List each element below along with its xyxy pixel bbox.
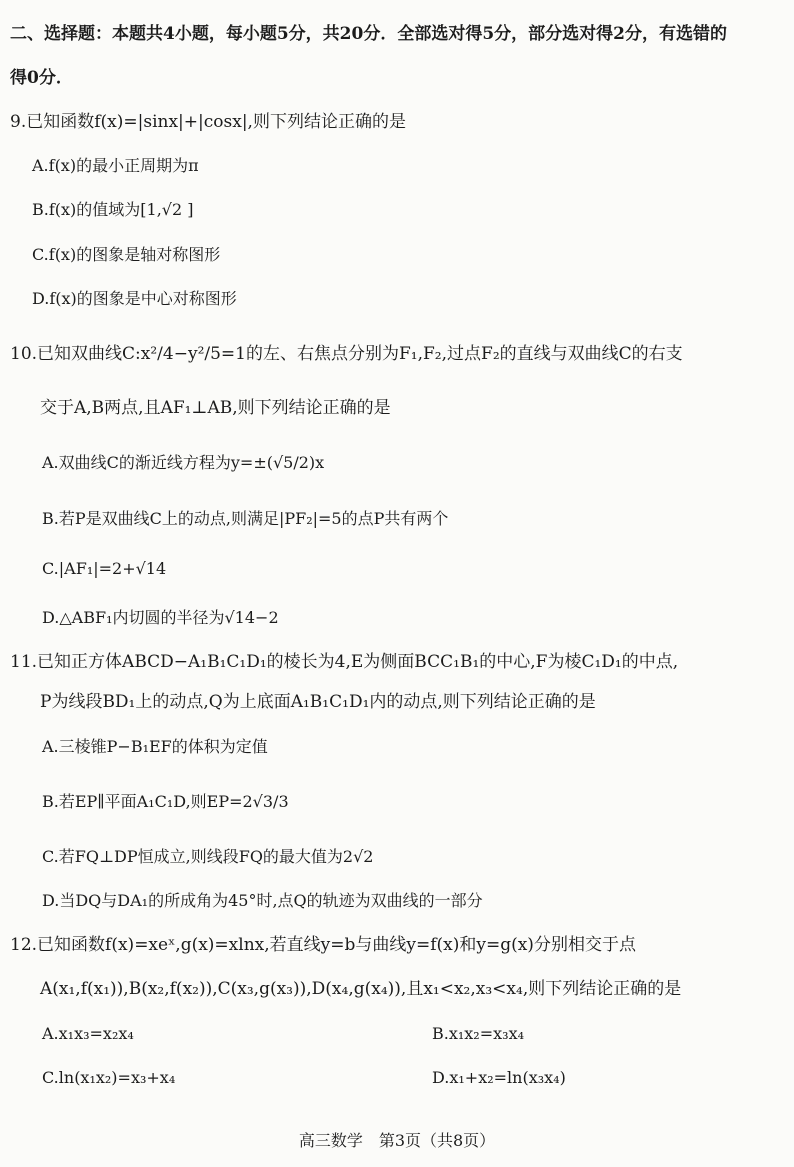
question-10-stem-line2: 交于A,B两点,且AF₁⊥AB,则下列结论正确的是: [40, 398, 391, 418]
option-label: B.: [432, 1024, 449, 1043]
option-text: f(x)的最小正周期为π: [48, 156, 199, 175]
option-text: 若EP∥平面A₁C₁D,则EP=2√3/3: [58, 792, 289, 811]
question-11-stem-line1: [10, 650, 678, 674]
option-10c: [42, 557, 166, 581]
option-9c: [32, 243, 220, 267]
question-12-stem-line2: A(x₁,f(x₁)),B(x₂,f(x₂)),C(x₃,g(x₃)),D(x₄,g(x₄)),且x₁<x₂,x₃<x₄,则下列结论正确的是: [40, 979, 682, 999]
option-9b: [32, 198, 194, 222]
option-text: ln(x₁x₂)=x₃+x₄: [58, 1068, 176, 1087]
option-10d: [42, 606, 279, 630]
option-10a: [42, 451, 324, 475]
question-11-stem-line2: P为线段BD₁上的动点,Q为上底面A₁B₁C₁D₁内的动点,则下列结论正确的是: [40, 692, 596, 712]
option-label: B.: [42, 509, 59, 528]
question-number: 12.: [10, 935, 38, 955]
option-text: 若FQ⊥DP恒成立,则线段FQ的最大值为2√2: [58, 847, 374, 866]
option-12c: [42, 1066, 175, 1090]
option-label: A.: [42, 453, 59, 472]
option-11b: [42, 790, 289, 814]
option-label: C.: [42, 559, 59, 578]
option-label: A.: [32, 156, 49, 175]
option-11d: [42, 889, 483, 913]
option-text: |AF₁|=2+√14: [58, 559, 167, 578]
option-text: x₁x₂=x₃x₄: [448, 1024, 524, 1043]
stem-line: 已知函数f(x)=|sinx|+|cosx|,则下列结论正确的是: [26, 112, 406, 132]
option-label: D.: [32, 289, 50, 308]
option-9a: [32, 154, 199, 178]
option-label: D.: [432, 1068, 450, 1087]
option-text: 双曲线C的渐近线方程为y=±(√5/2)x: [58, 453, 325, 472]
page-footer: 高三数学 第3页（共8页）: [298, 1131, 496, 1150]
option-text: x₁+x₂=ln(x₃x₄): [449, 1068, 566, 1087]
option-label: D.: [42, 608, 60, 627]
stem-line: 已知正方体ABCD−A₁B₁C₁D₁的棱长为4,E为侧面BCC₁B₁的中心,F为棱C₁D₁的中点,: [37, 652, 679, 672]
option-label: C.: [32, 245, 49, 264]
question-number: 9.: [10, 112, 27, 132]
option-12d: [432, 1066, 566, 1090]
option-text: 三棱锥P−B₁EF的体积为定值: [58, 737, 268, 756]
option-label: A.: [42, 737, 59, 756]
option-text: △ABF₁内切圆的半径为√14−2: [59, 608, 279, 627]
option-9d: [32, 287, 237, 311]
stem-line: 已知双曲线C:x²/4−y²/5=1的左、右焦点分别为F₁,F₂,过点F₂的直线与双曲线C的右支: [37, 344, 683, 364]
question-number: 10.: [10, 344, 38, 364]
section-header-line2: 得0分．: [10, 68, 73, 88]
option-label: A.: [42, 1024, 59, 1043]
option-label: D.: [42, 891, 60, 910]
option-label: C.: [42, 847, 59, 866]
option-text: 若P是双曲线C上的动点,则满足|PF₂|=5的点P共有两个: [58, 509, 449, 528]
question-9-stem: [10, 110, 406, 134]
question-10-stem-line1: [10, 342, 683, 366]
option-label: B.: [32, 200, 49, 219]
option-11a: [42, 735, 268, 759]
option-text: x₁x₃=x₂x₄: [58, 1024, 134, 1043]
question-12-stem-line1: [10, 933, 636, 957]
option-text: f(x)的值域为[1,√2 ]: [48, 200, 194, 219]
stem-line: 已知函数f(x)=xeˣ,g(x)=xlnx,若直线y=b与曲线y=f(x)和y=g(x)分别相交于点: [37, 935, 636, 955]
option-label: B.: [42, 792, 59, 811]
option-text: f(x)的图象是轴对称图形: [48, 245, 221, 264]
option-10b: [42, 507, 448, 531]
option-label: C.: [42, 1068, 59, 1087]
question-number: 11.: [10, 652, 38, 672]
option-12b: [432, 1022, 524, 1046]
option-11c: [42, 845, 374, 869]
section-header-line1: 二、选择题：本题共4小题，每小题5分，共20分．全部选对得5分，部分选对得2分，有选错的: [10, 24, 727, 44]
option-12a: [42, 1022, 134, 1046]
option-text: f(x)的图象是中心对称图形: [49, 289, 237, 308]
option-text: 当DQ与DA₁的所成角为45°时,点Q的轨迹为双曲线的一部分: [59, 891, 483, 910]
